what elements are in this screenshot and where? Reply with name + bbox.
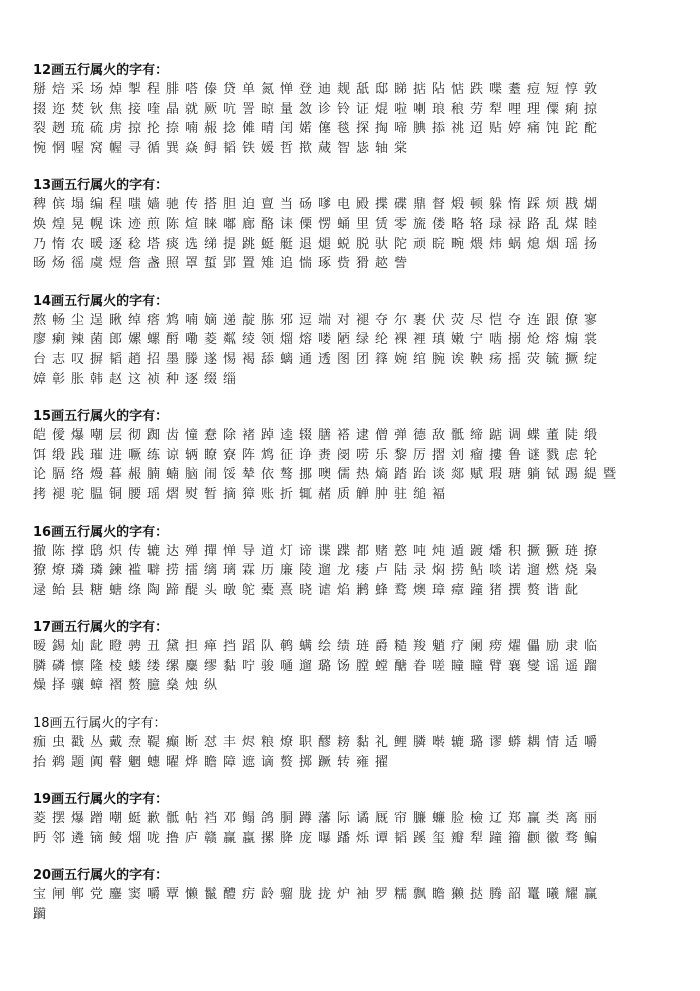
character-line: 躏	[33, 907, 53, 923]
section-13-strokes	[33, 177, 673, 273]
section-heading: 16画五行属火的字有：	[33, 524, 169, 540]
character-list	[33, 637, 673, 696]
character-line: 撤陈撑鸱炽传辘达殚撣惮导道灯谛谍蹀都赌憝吨炖遁踱燔积撅獗琏撩	[33, 543, 604, 559]
character-list	[33, 195, 673, 273]
character-line: 嫜彰胀韩赵这祯种逐缀缁	[33, 371, 243, 387]
character-line: 膦磷懔隆棱蝼缕缧麋缪黏咛骏嗵遛璐饧膛螳醣眷嗟瞳瞳臂襄燮谣遥蹓	[33, 658, 604, 674]
character-line: 惋惘喔窝幄寻循巽焱鲟韬铁媛哲揿蒇智毖轴棠	[33, 140, 414, 156]
section-12-strokes	[33, 62, 673, 158]
character-line: 宝闸郸党鏖窦嚼覃懒鬣醴疠龄骝胧拢炉袖罗糯飘瞻獭挞腾韶鼍曦耀赢	[33, 887, 604, 903]
character-line: 掇迩焚钬焦接喹晶就厥吭詈晾量敜诊铃证焜啦喇琅稂劳犁哩理僳痢掠	[33, 101, 604, 117]
section-heading: 12画五行属火的字有：	[33, 63, 169, 78]
character-line: 熬畅尘逞瞅绰瘩鸩喃嫡递靛胨邪逗端对褪夺尔裹伏荧尽恺夺连跟僚寥	[33, 312, 604, 328]
section-heading: 20画五行属火的字有：	[33, 868, 169, 884]
character-line: 焕煌晃幌诛迹煎陈煊睐嘟廊酪诔傈愣蛹里赁零旒偻略辂琭禄路乱煤睦	[33, 216, 604, 232]
character-line: 廖瘌辣菌郎嫘螺酹嘞菱粼绫领熘熔喽陋绿纶裸裡瑱嫩宁啮搦炝熔煽裳	[33, 332, 604, 348]
section-17-strokes	[33, 619, 673, 696]
character-line: 菱摆爆蹭嘲蜓歉骶帖裆邓鳎鸽胴蹲藩际谲厩帘臁蠊脸檢辽郑赢类离丽	[33, 811, 604, 827]
character-line: 饵缎践璀进噘练谅辆瞭寮阵鸩征诤赉阌唠乐黎厉摺刘瘤摟鲁谜戮虑轮	[33, 447, 604, 463]
character-line: 拷褪驼腽铜腰瑶熠熨暂摘獐账折辄赭质觯肿驻缒褔	[33, 486, 452, 502]
character-line: 台志叹摒韬趙招墨滕遂惕褐舔螭通透图团箨婉绾腕诶鞅疡摇荧毓撅绽	[33, 351, 604, 367]
section-heading: 18画五行属火的字有：	[33, 716, 167, 732]
section-14-strokes	[33, 293, 673, 389]
section-15-strokes	[33, 408, 673, 504]
character-list	[33, 885, 673, 924]
character-line: 痂虫戳丛戴焘鞮癫断怼丰烬粮燎职醪耪黏礼鲤膦啭辘璐谬蟒耦情适嚼	[33, 735, 604, 751]
character-line: 抬鹈题阗瞽魍蟪曜烨瞻障遮谪赘掷蹶转雍擢	[33, 754, 395, 770]
character-line: 眄邻遴镝鲮熘咙撸庐赣赢蠃摞胮庞曝蹯烁谭韬蹊玺瓣犁蹱籀颧徽骛鳊	[33, 830, 604, 846]
character-line: 暧錫灿龀瞪骋丑黛担瘅挡蹈队鹌螨绘绩琏爵糙羧魈疗阑痨燿儡励隶临	[33, 639, 604, 655]
section-19-strokes	[33, 791, 673, 848]
character-line: 燥择骧蟑褶赘臆燊烛纵	[33, 678, 224, 694]
character-line: 逯鲐县糖螗绦陶蹄醍头暾鸵橐熹晓谑焰鹣蜂鹜燠璋瘴蹱猪撰赘谐龀	[33, 582, 585, 598]
document-page	[33, 62, 673, 944]
section-heading: 19画五行属火的字有：	[33, 792, 169, 808]
section-heading: 13画五行属火的字有：	[33, 178, 169, 194]
character-list	[33, 426, 673, 504]
character-line: 獠燎璘璘鍊褴噼捞擂缡璃霖历廉陵遛龙瘘卢陆录焖捞鲇啖诺遛燃烧枭	[33, 563, 604, 579]
character-line: 稗傧塌编程嗤嫱驰传搭胆迫亶当砀嗲电殿揲碟鼎督煅顿躲惰踩烦戡煳	[33, 197, 604, 213]
character-line: 乃惰农暖逐稔塔痰选绨提跳蜓艇退煺蜕脱驮陀顽睆畹煨炜蜗熄烟瑶扬	[33, 236, 604, 252]
character-list	[33, 80, 673, 158]
character-line: 皑僾爆嘲层彻踟齿憧憃除褚踔逵辍膳褡逮僧弹德敌骶缔踮调蝶董陡缎	[33, 428, 604, 444]
character-line: 论膈络熳暮赧腩蝻脑闹馁辇依骜挪噢儒热熵踏跆谈郯赋瑕瑭躺铽踢緹暨	[33, 467, 623, 483]
character-line: 裂趔琉硫虏掠抡捺喃赧捻傩晴闰婼僿毯探掏啼腆掭祧迢贴婷痛饨跎酡	[33, 121, 604, 137]
character-line: 掰焙采场焯掣程腓嗒傣贷单氮惮登迪觌舐邸睇掂阽惦跌喋耋痘短惇敦	[33, 82, 604, 97]
character-list	[33, 733, 673, 772]
section-16-strokes	[33, 524, 673, 601]
section-18-strokes	[33, 715, 673, 772]
character-list	[33, 311, 673, 389]
section-heading: 17画五行属火的字有：	[33, 620, 169, 636]
section-20-strokes	[33, 867, 673, 924]
character-list	[33, 542, 673, 601]
section-heading: 14画五行属火的字有：	[33, 293, 169, 309]
section-heading: 15画五行属火的字有：	[33, 409, 169, 425]
character-list	[33, 809, 673, 848]
character-line: 旸炀徭虞煜詹盏照罩蜇郢置雉追惴琢赀猾趑訾	[33, 256, 414, 272]
